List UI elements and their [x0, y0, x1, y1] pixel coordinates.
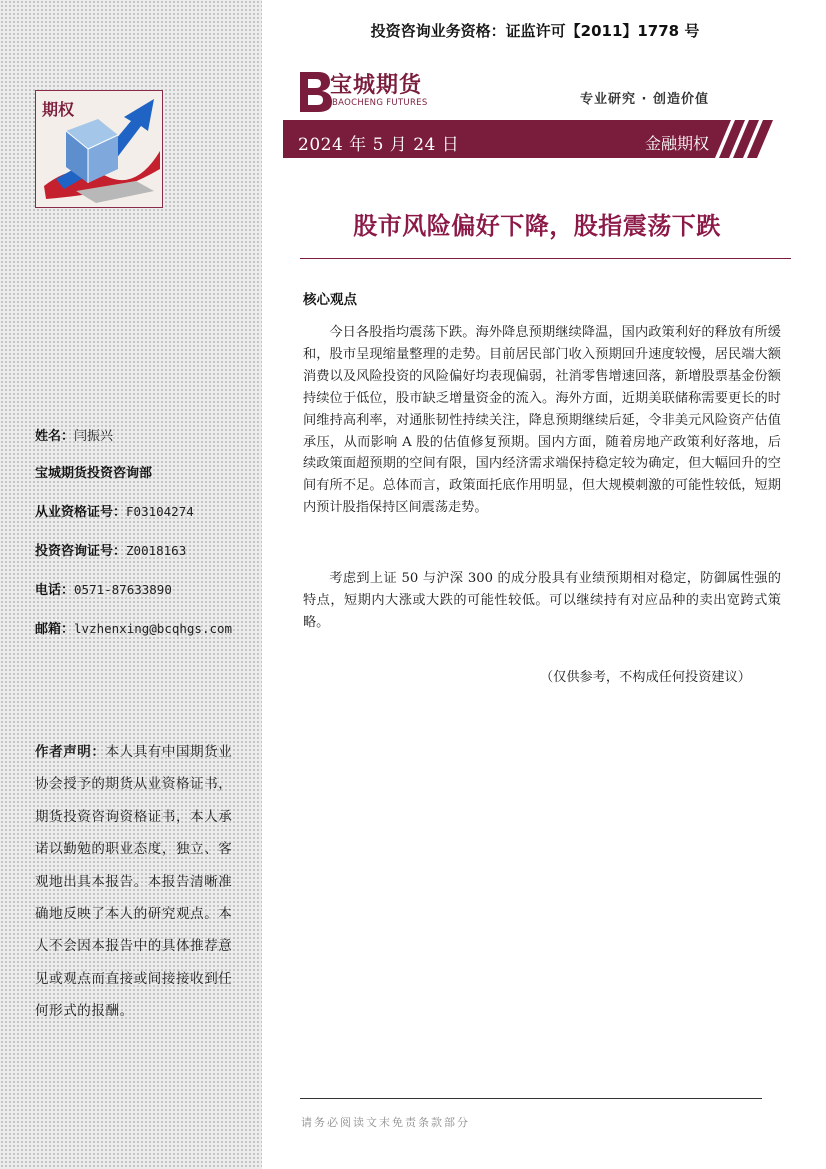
consult-label: 投资咨询证号：: [35, 544, 127, 559]
email-label: 邮箱：: [35, 622, 75, 637]
department-text: 宝城期货投资咨询部: [35, 466, 153, 481]
email-value[interactable]: lvzhenxing@bcqhgs.com: [74, 621, 233, 636]
report-category: 金融期权: [645, 134, 710, 153]
report-date: 2024 年 5 月 24 日: [298, 135, 460, 155]
paragraph-1: 今日各股指均震荡下跌。海外降息预期继续降温，国内政策利好的释放有所缓和，股市呈现缩量整理的走势。目前居民部门收入预期回升速度较慢，居民端大额消费以及风险投资的风险偏好均表现偏弱，社消零售增速回落，新增股票基金份额持续位于低位，股市缺乏增量资金的流入。海外方面，近期美联储称需要更长的时间维持高利率，对通胀韧性持续关注，降息预期继续后延，令非美元风险资产估值承压，从而影响 A 股的估值修复预期。国内方面，随着房地产政策利好落地，后续政策面超预期的空间有限，国内经济需求端保持稳定较为确定，但大幅回升的空间有所不足。总体而言，政策面托底作用明显，但大规模刺激的可能性较低，短期内预计股指保持区间震荡走势。: [303, 325, 781, 516]
qualification-label: 从业资格证号：: [35, 505, 127, 520]
disclaimer-note: （仅供参考，不构成任何投资建议）: [540, 670, 751, 685]
report-title: 股市风险偏好下降，股指震荡下跌: [353, 212, 721, 240]
statement-label: 作者声明：: [35, 744, 106, 760]
title-divider: [300, 258, 791, 259]
author-statement: [35, 736, 245, 1028]
consult-value: Z0018163: [126, 543, 187, 558]
phone: [35, 581, 172, 600]
company-logo: [296, 68, 441, 114]
author-name-label: 姓名：: [35, 429, 75, 444]
statement-text: 本人具有中国期货业协会授予的期货从业资格证书，期货投资咨询资格证书，本人承诺以勤勉的职业态度，独立、客观地出具本报告。本报告清晰准确地反映了本人的研究观点。本人不会因本报告中的具体推荐意见或观点而直接或间接接收到任何形式的报酬。: [35, 744, 233, 1020]
phone-label: 电话：: [35, 583, 75, 598]
email: [35, 620, 232, 639]
footer-divider: [300, 1098, 762, 1099]
consult-number: [35, 542, 186, 561]
section-heading: 核心观点: [303, 292, 357, 308]
footer-text: 请务必阅读文末免责条款部分: [301, 1116, 470, 1129]
author-name: [35, 428, 113, 446]
paragraph-2: 考虑到上证 50 与沪深 300 的成分股具有业绩预期相对稳定，防御属性强的特点，短期内大涨或大跌的可能性较低。可以继续持有对应品种的卖出宽跨式策略。: [303, 571, 781, 630]
phone-value: 0571-87633890: [74, 582, 172, 597]
license-line: 投资咨询业务资格：证监许可【2011】1778 号: [370, 22, 700, 40]
author-name-value: 闫振兴: [74, 429, 114, 444]
cover-label: 期权: [42, 100, 75, 119]
department: [35, 465, 152, 483]
slogan: 专业研究 · 创造价值: [580, 92, 709, 107]
cover-image: [35, 90, 163, 208]
qualification-value: F03104274: [126, 504, 194, 519]
logo-cn: 宝城期货: [330, 72, 423, 98]
logo-en: BAOCHENG FUTURES: [332, 98, 428, 108]
qualification-number: [35, 503, 194, 522]
